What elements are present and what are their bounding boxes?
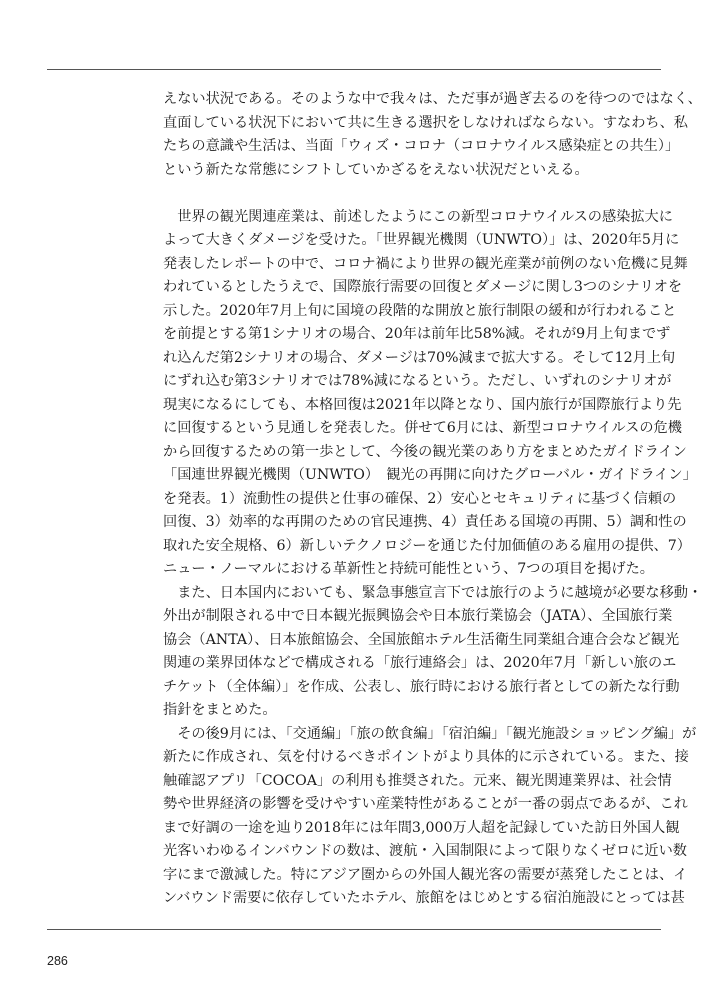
paragraph (163, 723, 697, 911)
text-line: ニュー・ノーマルにおける革新性と持続可能性という、7つの項目を掲げた。 (163, 561, 654, 577)
page-number: 286 (47, 954, 68, 968)
text-line: たちの意識や生活は、当面「ウィズ・コロナ（コロナウイルス感染症との共生）」 (163, 138, 680, 154)
text-line: 触確認アプリ「COCOA」の利用も推奨された。元来、観光関連業界は、社会情 (163, 772, 672, 789)
text-line: を発表。1）流動性の提供と仕事の確保、2）安心とセキュリティに基づく信頼の (163, 490, 677, 507)
text-line: 取れた安全規格、6）新しいテクノロジーを通じた付加価値のある雇用の提供、7） (163, 537, 691, 554)
text-line: チケット（全体編）」を作成、公表し、旅行時における旅行者としての新たな行動 (163, 678, 680, 695)
text-line: 外出が制限される中で日本観光振興協会や日本旅行業協会（JATA）、全国旅行業 (163, 608, 673, 624)
text-line: その後9月には、「交通編」「旅の飲食編」「宿泊編」「観光施設ショッピング編」が (163, 725, 697, 742)
text-line: を前提とする第1シナリオの場合、20年は前年比58%減。それが9月上旬までず (163, 326, 671, 342)
text-line: 「国連世界観光機関（UNWTO） 観光の再開に向けたグローバル・ガイドライン」 (163, 467, 697, 483)
text-line: れ込んだ第2シナリオの場合、ダメージは70%減まで拡大する。そして12月上旬 (163, 349, 676, 366)
text-line: 直面している状況下において共に生きる選択をしなければならない。すなわち、私 (163, 114, 688, 131)
text-line: 世界の観光関連産業は、前述したようにこの新型コロナウイルスの感染拡大に (163, 208, 673, 225)
text-line: に回復するという見通しを発表した。併せて6月には、新型コロナウイルスの危機 (163, 420, 682, 436)
text-line: 協会（ANTA）、日本旅館協会、全国旅館ホテル生活衛生同業組合連合会など観光 (163, 631, 680, 648)
text-line: 関連の業界団体などで構成される「旅行連絡会」は、2020年7月「新しい旅のエ (163, 655, 677, 671)
text-line: という新たな常態にシフトしていかざるをえない状況だといえる。 (163, 161, 589, 178)
text-line: 指針をまとめた。 (163, 702, 277, 718)
text-line: から回復するための第一歩として、今後の観光業のあり方をまとめたガイドライン (163, 443, 687, 460)
text-line: 現実になるにしても、本格回復は2021年以降となり、国内旅行が国際旅行より先 (163, 396, 682, 413)
text-line: また、日本国内においても、緊急事態宣言下では旅行のように越境が必要な移動・ (163, 584, 703, 601)
text-line: 光客いわゆるインバウンドの数は、渡航・入国制限によって限りなくゼロに近い数 (163, 843, 687, 859)
text-line: 勢や世界経済の影響を受けやすい産業特性があることが一番の弱点であるが、これ (163, 796, 688, 812)
text-line: 示した。2020年7月上旬に国境の段階的な開放と旅行制限の緩和が行われること (163, 302, 677, 319)
text-line: えない状況である。そのような中で我々は、ただ事が過ぎ去るのを待つのではなく、 (163, 91, 702, 107)
header-rule (47, 69, 661, 70)
text-line: 発表したレポートの中で、コロナ禍により世界の観光産業が前例のない危機に見舞 (163, 255, 688, 272)
paragraph (163, 582, 703, 723)
text-line: にずれ込む第3シナリオでは78%減になるという。ただし、いずれのシナリオが (163, 373, 672, 389)
paragraph-gap (163, 182, 631, 206)
text-line: 字にまで激減した。特にアジア圏からの外国人観光客の需要が蒸発したことは、イ (163, 866, 688, 883)
paragraph (163, 206, 697, 582)
body-text (163, 88, 703, 911)
text-line: われているとしたうえで、国際旅行需要の回復とダメージに関し3つのシナリオを (163, 279, 683, 295)
text-line: ンバウンド需要に依存していたホテル、旅館をはじめとする宿泊施設にとっては甚 (163, 890, 685, 906)
text-line: 新たに作成され、気を付けるべきポイントがより具体的に示されている。また、接 (163, 749, 689, 765)
footer-rule (47, 929, 661, 930)
text-line: まで好調の一途を辿り2018年には年間3,000万人超を記録していた訪日外国人観 (163, 819, 680, 836)
text-line: 回復、3）効率的な再開のための官民連携、4）責任ある国境の再開、5）調和性の (163, 514, 687, 530)
text-line: よって大きくダメージを受けた。「世界観光機関（UNWTO）」は、2020年5月に (163, 232, 680, 248)
paragraph (163, 88, 702, 182)
